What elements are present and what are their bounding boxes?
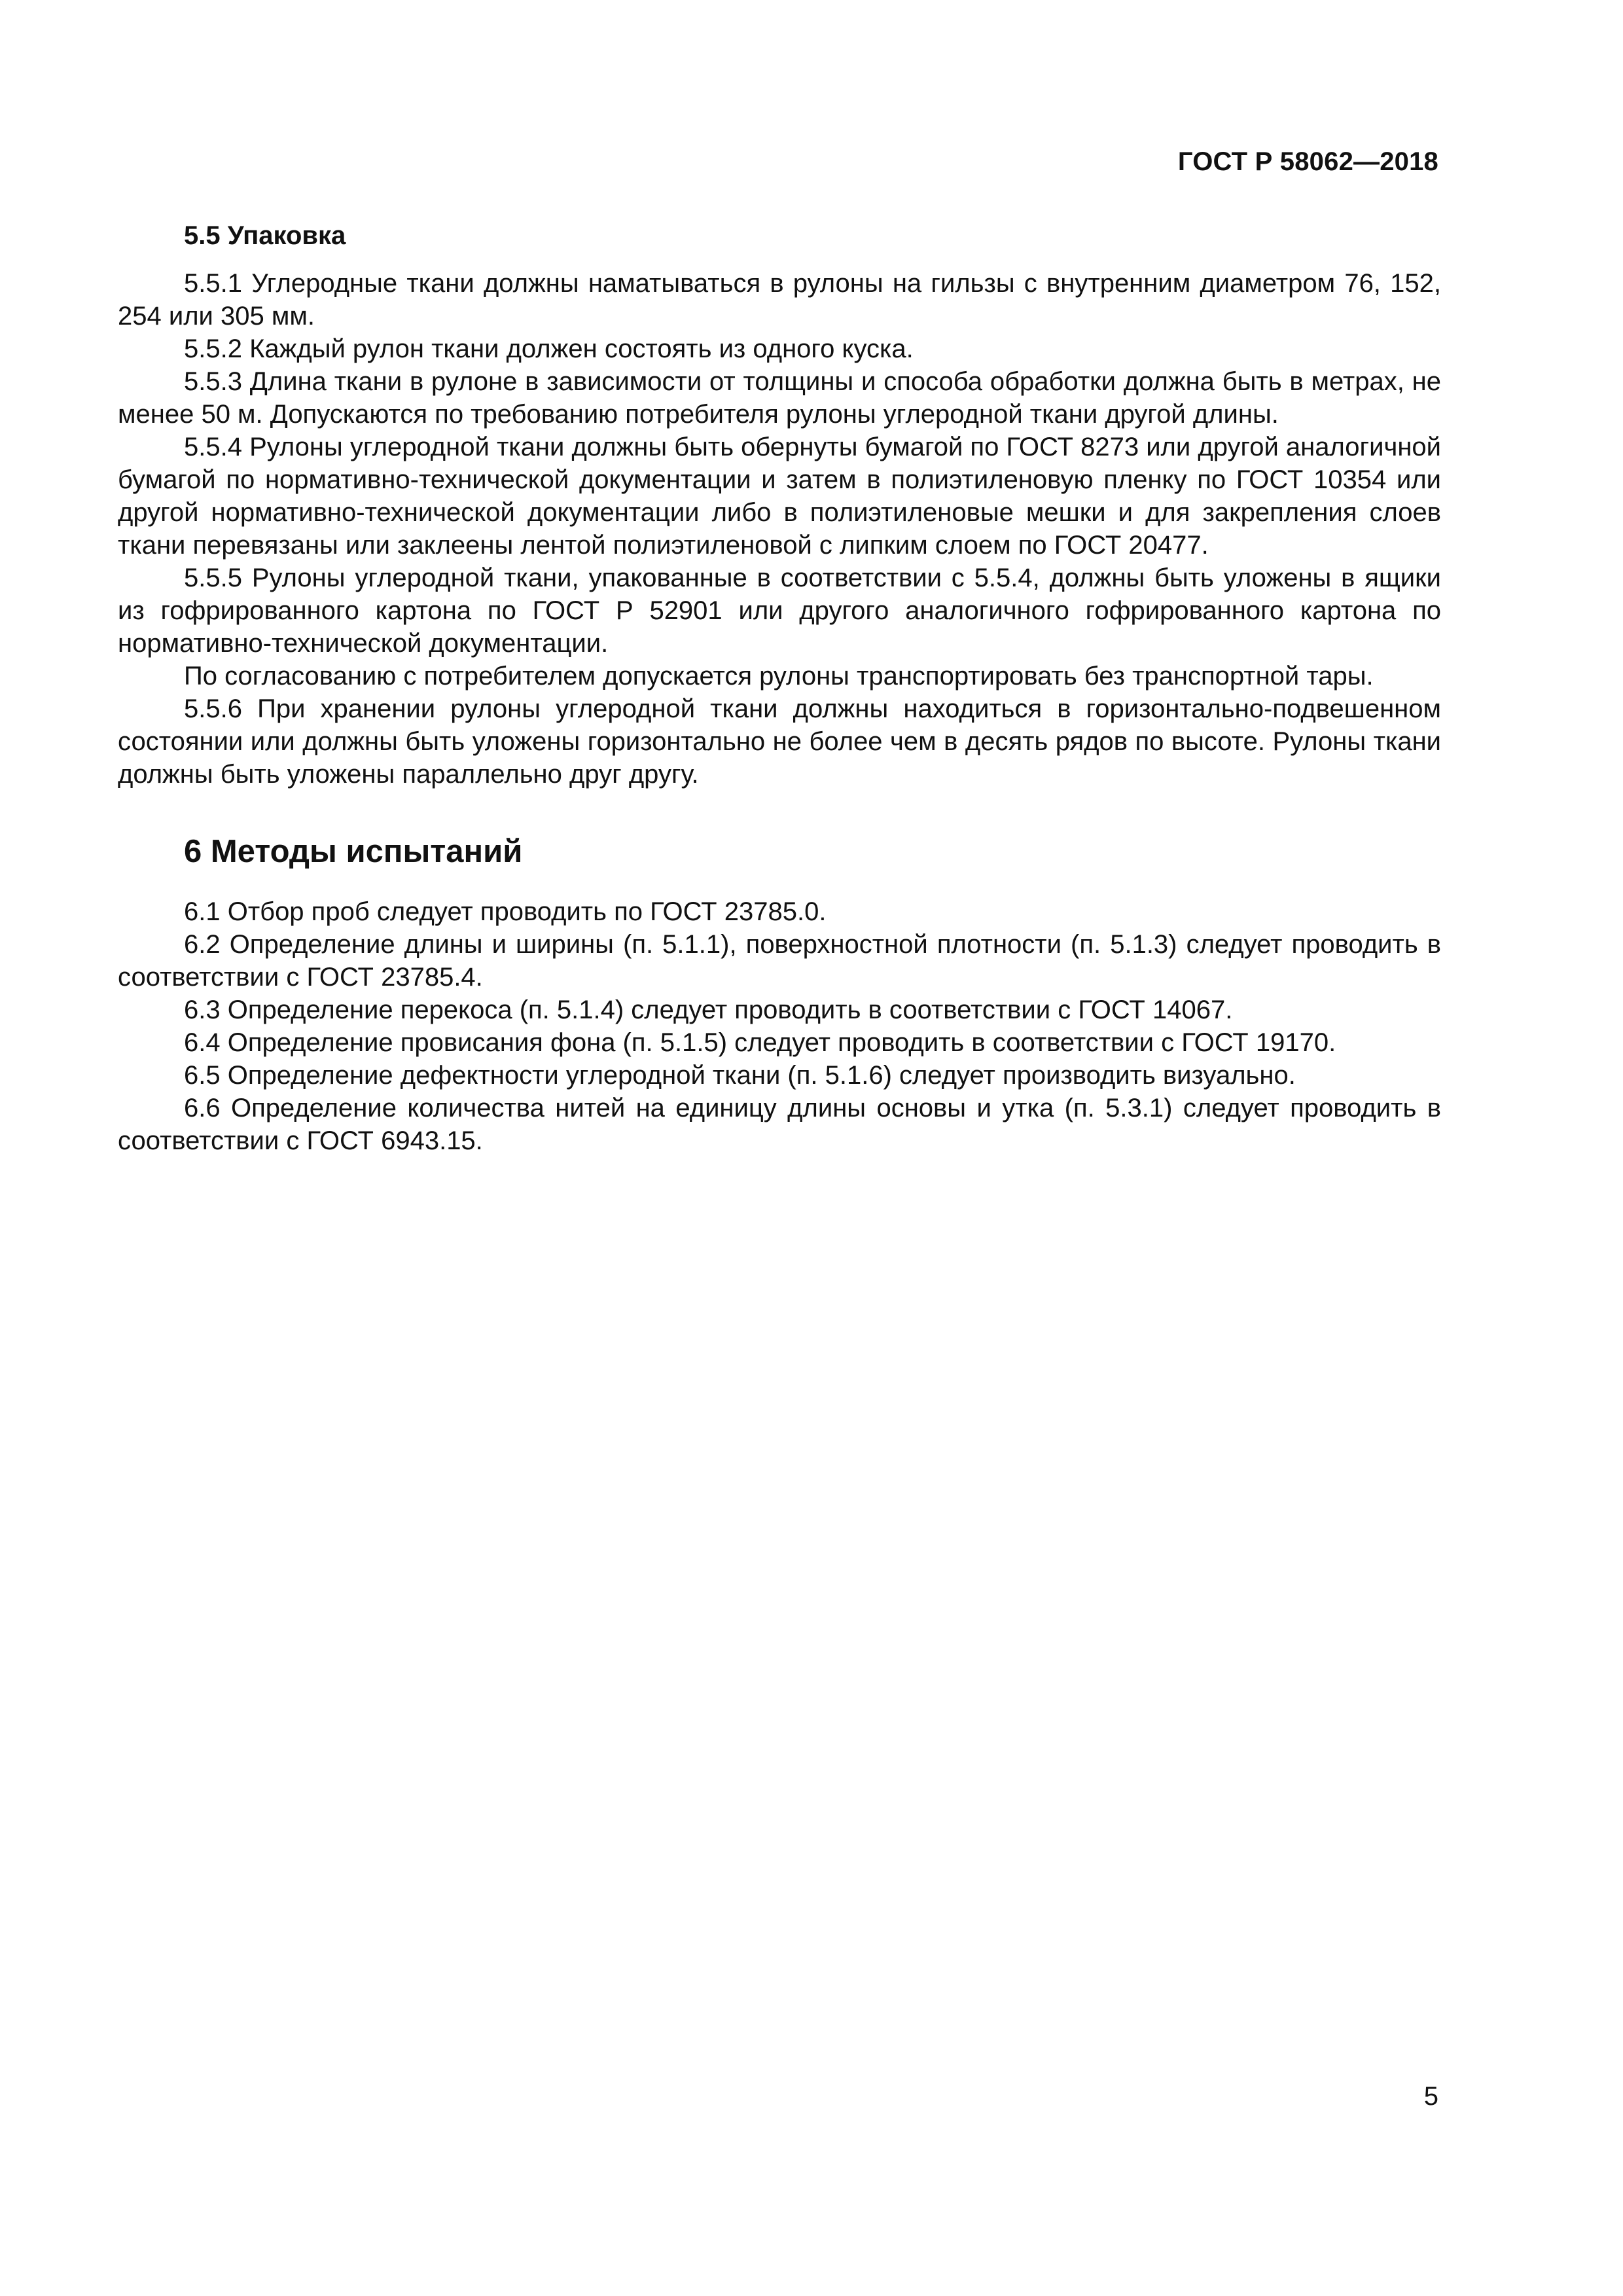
paragraph-agreement: По согласованию с потребителем допускается рулоны транспортировать без транспортной тары. [184, 662, 1374, 691]
paragraph-5-5-4: 5.5.4 Рулоны углеродной ткани должны быть обернуты бумагой по ГОСТ 8273 или другой аналогичной бумагой по нормативно-технической документации и затем в полиэтиленовую пленку по ГОСТ 10354 или другой нормативно-технической документации либо в полиэтиленовые мешки и для закрепления слоев ткани перевязаны или заклеены лентой полиэтиленовой с липким слоем по ГОСТ 20477. [118, 433, 1441, 560]
paragraph-5-5-6: 5.5.6 При хранении рулоны углеродной ткани должны находиться в горизонтально-подвешенном состоянии или должны быть уложены горизонтально не более чем в десять рядов по высоте. Рулоны ткани должны быть уложены параллельно друг другу. [118, 694, 1441, 789]
document-body [118, 219, 1441, 1157]
paragraph-5-5-2: 5.5.2 Каждый рулон ткани должен состоять из одного куска. [184, 334, 914, 363]
paragraph-5-5-1: 5.5.1 Углеродные ткани должны наматываться в рулоны на гильзы с внутренним диаметром 76, 152, 254 или 305 мм. [118, 269, 1441, 331]
document-header-id: ГОСТ Р 58062—2018 [1177, 147, 1438, 176]
page-number: 5 [1423, 2082, 1438, 2111]
paragraph-6-5: 6.5 Определение дефектности углеродной ткани (п. 5.1.6) следует производить визуально. [184, 1061, 1296, 1090]
section-heading-packaging: 5.5 Упаковка [184, 221, 346, 250]
paragraph-5-5-3: 5.5.3 Длина ткани в рулоне в зависимости от толщины и способа обработки должна быть в метрах, не менее 50 м. Допускаются по требованию потребителя рулоны углеродной ткани другой длины. [118, 367, 1441, 429]
paragraph-6-1: 6.1 Отбор проб следует проводить по ГОСТ 23785.0. [184, 897, 827, 926]
paragraph-6-6: 6.6 Определение количества нитей на единицу длины основы и утка (п. 5.3.1) следует проводить в соответствии с ГОСТ 6943.15. [118, 1094, 1441, 1155]
paragraph-5-5-5: 5.5.5 Рулоны углеродной ткани, упакованные в соответствии с 5.5.4, должны быть уложены в ящики из гофрированного картона по ГОСТ Р 52901 или другого аналогичного гофрированного картона по нормативно-технической документации. [118, 564, 1441, 658]
paragraph-6-4: 6.4 Определение провисания фона (п. 5.1.5) следует проводить в соответствии с ГОСТ 19170. [184, 1028, 1336, 1057]
paragraph-6-2: 6.2 Определение длины и ширины (п. 5.1.1), поверхностной плотности (п. 5.1.3) следует проводить в соответствии с ГОСТ 23785.4. [118, 930, 1441, 992]
paragraph-6-3: 6.3 Определение перекоса (п. 5.1.4) следует проводить в соответствии с ГОСТ 14067. [184, 996, 1233, 1024]
chapter-heading-test-methods: 6 Методы испытаний [184, 834, 523, 869]
